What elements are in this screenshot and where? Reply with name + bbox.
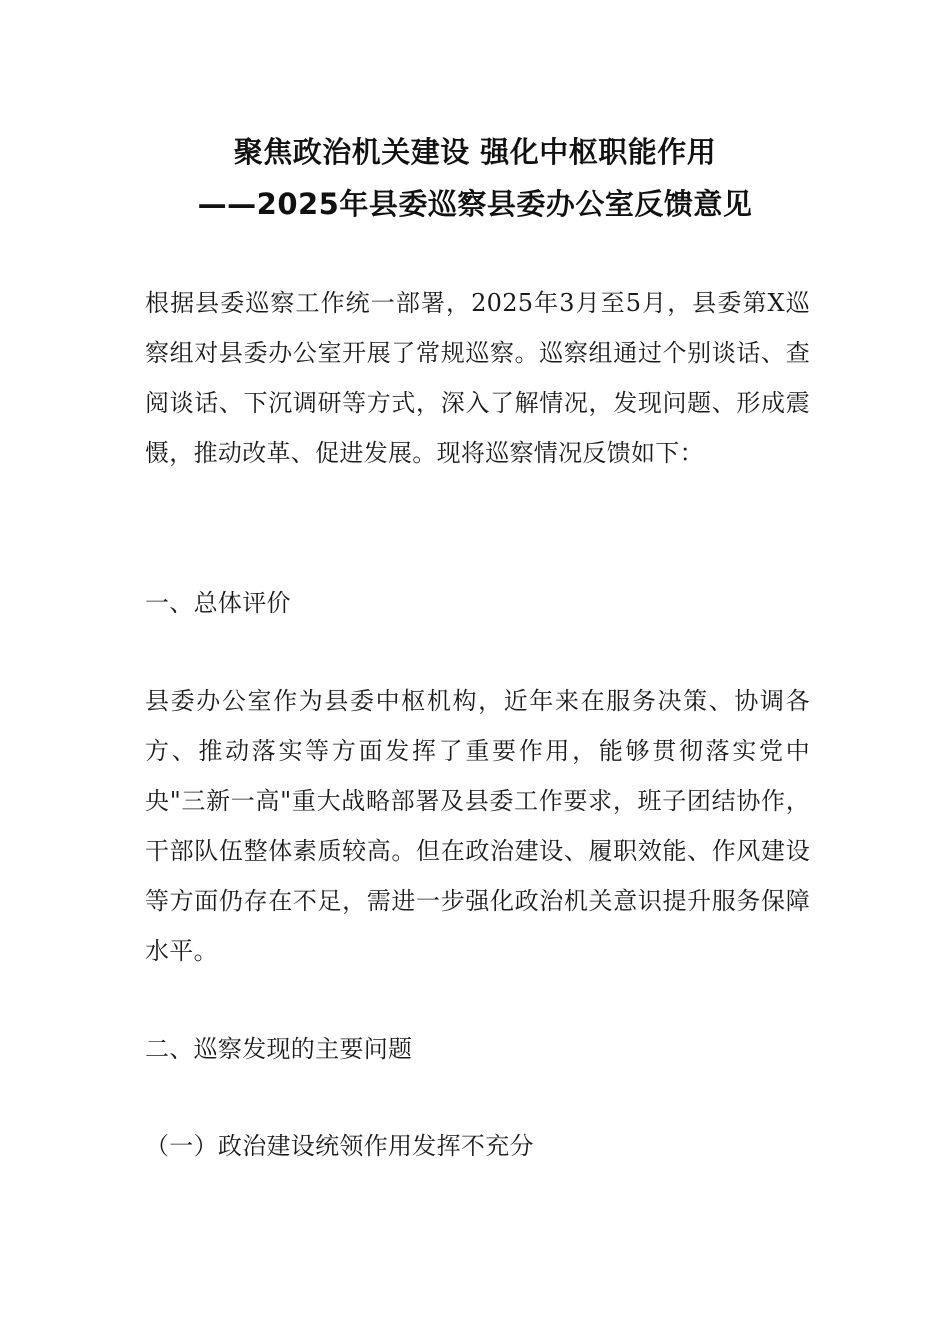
section-heading-overall-evaluation: 一、总体评价 bbox=[145, 589, 291, 617]
overall-evaluation-paragraph: 县委办公室作为县委中枢机构，近年来在服务决策、协调各方、推动落实等方面发挥了重要作用，能够贯彻落实党中央"三新一高"重大战略部署及县委工作要求，班子团结协作，干部队伍整体素质较高。但在政治建设、履职效能、作风建设等方面仍存在不足，需进一步强化政治机关意识提升服务保障水平。 bbox=[145, 687, 810, 965]
intro-paragraph: 根据县委巡察工作统一部署，2025年3月至5月，县委第X巡察组对县委办公室开展了常规巡察。巡察组通过个别谈话、查阅谈话、下沉调研等方式，深入了解情况，发现问题、形成震慑，推动改革、促进发展。现将巡察情况反馈如下： bbox=[145, 289, 810, 467]
document-title-block bbox=[0, 126, 950, 230]
document-subtitle: ——2025年县委巡察县委办公室反馈意见 bbox=[197, 187, 753, 221]
subsection-heading-political-building: （一）政治建设统领作用发挥不充分 bbox=[145, 1132, 534, 1160]
document-title: 聚焦政治机关建设 强化中枢职能作用 bbox=[233, 135, 717, 169]
section-heading-main-problems: 二、巡察发现的主要问题 bbox=[145, 1035, 413, 1063]
